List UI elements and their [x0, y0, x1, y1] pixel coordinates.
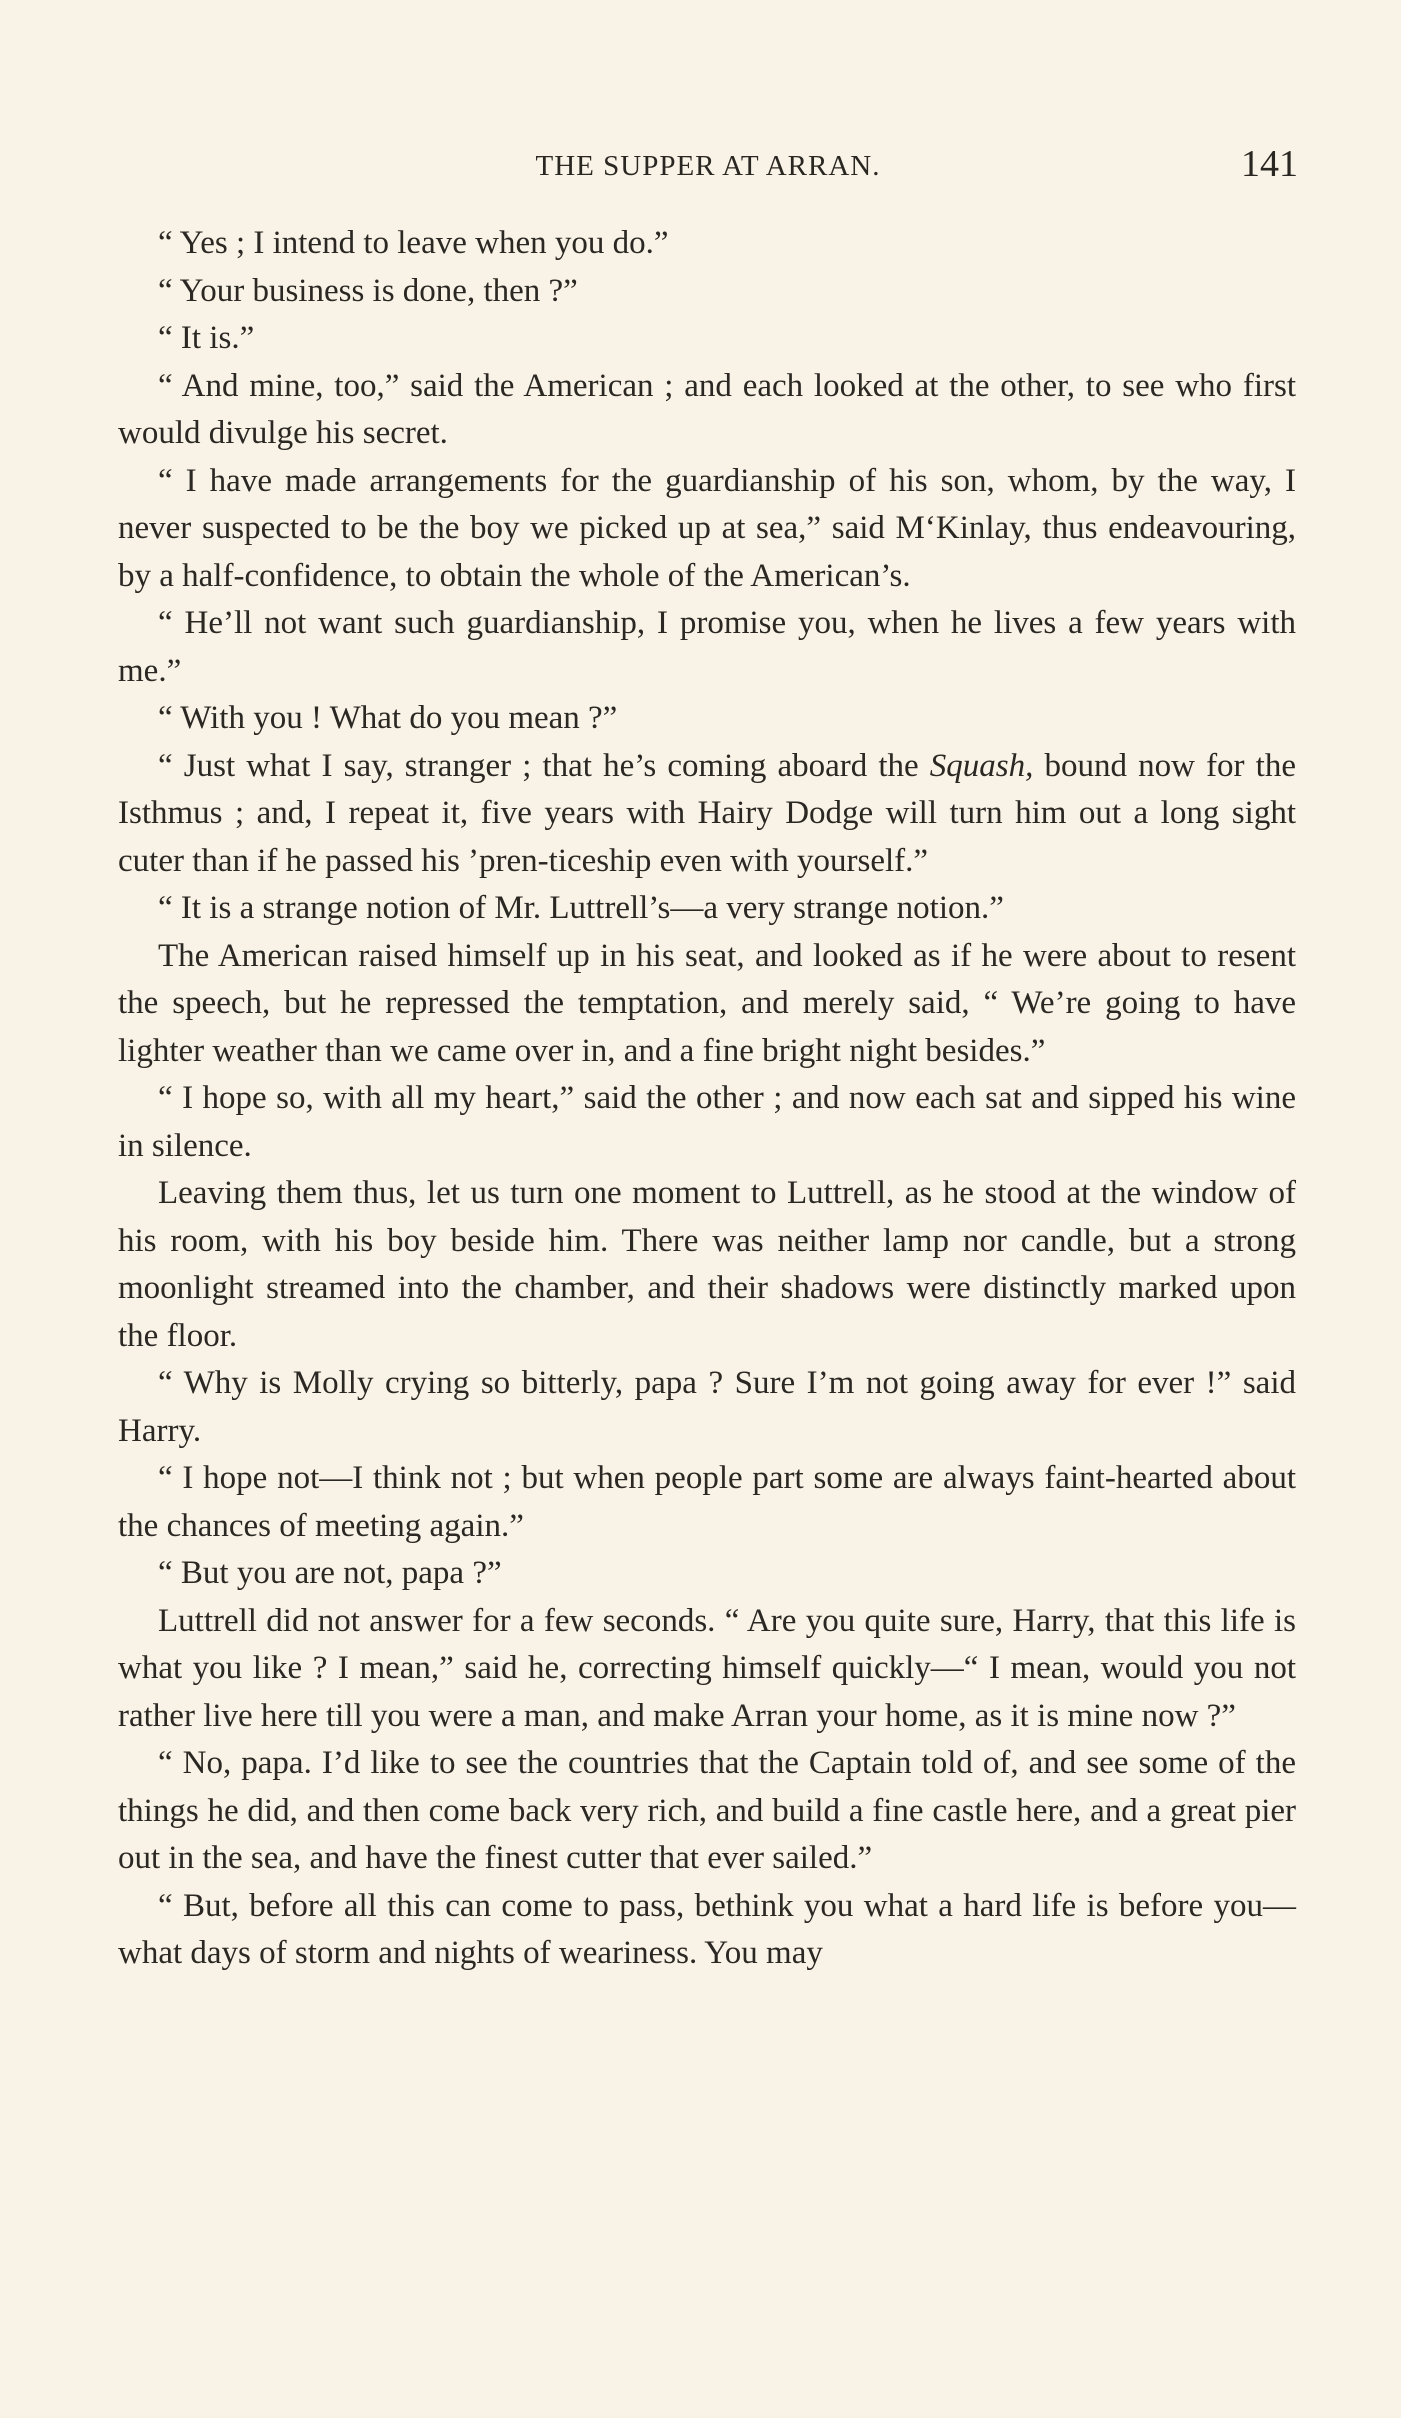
paragraph: “ I have made arrangements for the guardianship of his son, whom, by the way, I never suspected to be the boy we picked up at sea,” said M‘Kinlay, thus endeavouring, by a half-confidence, to obtain the whole of the American’s. [118, 462, 1296, 594]
paragraph: Leaving them thus, let us turn one moment to Luttrell, as he stood at the window of his room, with his boy beside him. There was neither lamp nor candle, but a strong moonlight streamed into the chamber, and their shadows were distinctly marked upon the floor. [118, 1175, 1296, 1354]
paragraph: “ No, papa. I’d like to see the countries that the Captain told of, and see some of the things he did, and then come back very rich, and build a fine castle here, and a great pier out in the sea, and have the finest cutter that ever sailed.” [118, 1745, 1296, 1876]
page-number: 141 [1241, 143, 1298, 185]
paragraph: “ I hope not—I think not ; but when people part some are always faint-hearted about the chances of meeting again.” [118, 1460, 1296, 1544]
paragraph: “ With you ! What do you mean ?” [158, 700, 618, 736]
paragraph: The American raised himself up in his seat, and looked as if he were about to resent the speech, but he repressed the temptation, and merely said, “ We’re going to have lighter weather than we came over in, and a fine bright night besides.” [118, 937, 1296, 1069]
paragraph: “ But, before all this can come to pass, bethink you what a hard life is before you—what days of storm and nights of weariness. You may [118, 1887, 1296, 1971]
paragraph: “ But you are not, papa ?” [158, 1555, 502, 1591]
paragraph-text: “ Just what I say, stranger ; that he’s coming aboard the [158, 747, 930, 784]
paragraph: “ Why is Molly crying so bitterly, papa ? Sure I’m not going away for ever !” said Harry. [118, 1365, 1296, 1449]
paragraph: “ And mine, too,” said the American ; and each looked at the other, to see who first would divulge his secret. [118, 367, 1296, 451]
paragraph: “ I hope so, with all my heart,” said the other ; and now each sat and sipped his wine in silence. [118, 1080, 1296, 1164]
paragraph [118, 743, 1296, 886]
running-title: THE SUPPER AT ARRAN. [535, 150, 881, 182]
running-head [118, 142, 1298, 192]
paragraph: Luttrell did not answer for a few seconds. “ Are you quite sure, Harry, that this life is what you like ? I mean,” said he, correcting himself quickly—“ I mean, would you not rather live here till you were a man, and make Arran your home, as it is mine now ?” [118, 1602, 1296, 1734]
paragraph: “ Your business is done, then ?” [158, 272, 578, 309]
paragraph: “ It is.” [158, 320, 255, 356]
paragraph: “ Yes ; I intend to leave when you do.” [158, 225, 669, 261]
paragraph-text: bound now for the Isthmus ; and, I repeat it, five years with Hairy Dodge will turn him out a long sight cuter than if he passed his ’pren-ticeship even with yourself.” [118, 747, 1296, 879]
paragraph: “ It is a strange notion of Mr. Luttrell’s—a very strange notion.” [158, 890, 1004, 926]
ship-name: Squash, [929, 747, 1034, 784]
paragraph: “ He’ll not want such guardianship, I promise you, when he lives a few years with me.” [118, 605, 1296, 689]
body-text [118, 220, 1296, 1978]
